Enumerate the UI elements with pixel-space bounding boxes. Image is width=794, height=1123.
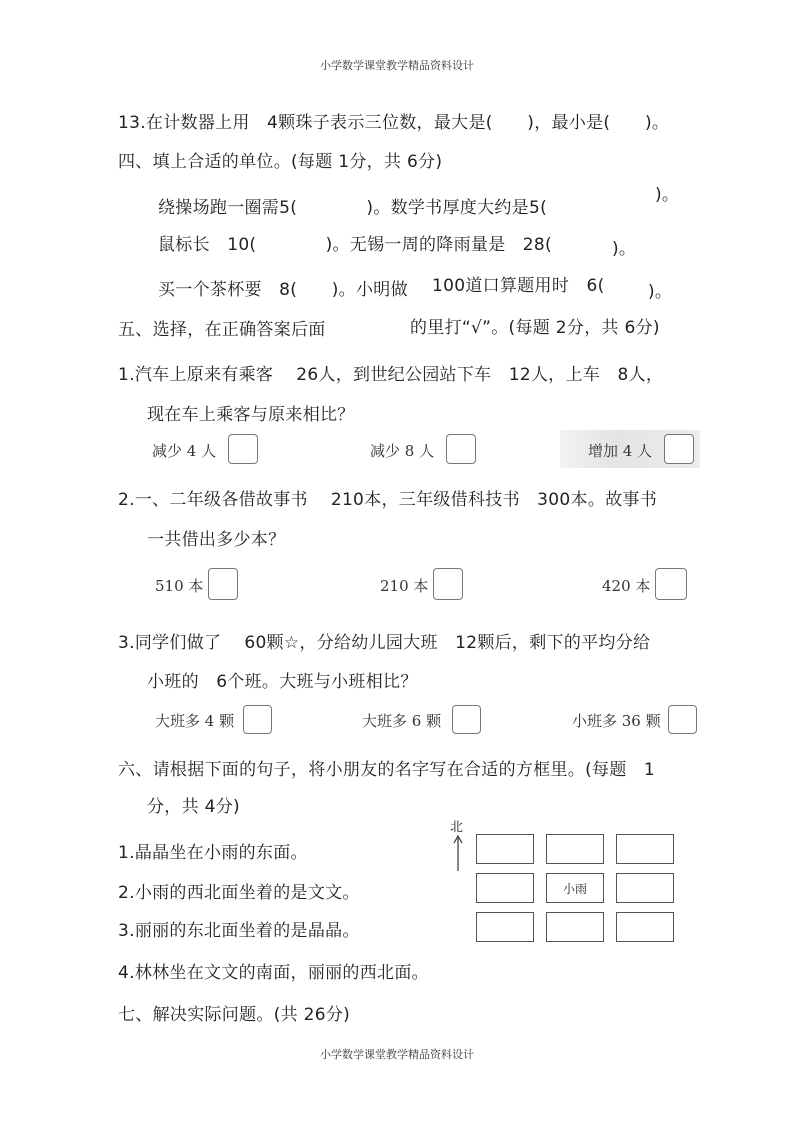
seat-box-bottom-left[interactable] xyxy=(476,912,534,942)
s5-q1-line2: 现在车上乘客与原来相比？ xyxy=(147,405,355,425)
page-header: 小学数学课堂教学精品资料设计 xyxy=(320,59,474,72)
s6-sentence-4: 4.林林坐在文文的南面，丽丽的西北面。 xyxy=(118,963,429,983)
seat-box-middle-right[interactable] xyxy=(616,873,674,903)
s6-sentence-1: 1.晶晶坐在小雨的东面。 xyxy=(118,843,308,863)
s5-q3-answer-box-3[interactable] xyxy=(668,705,697,734)
section-5-title-a: 五、选择，在正确答案后面 xyxy=(118,320,326,340)
seat-box-bottom-right[interactable] xyxy=(616,912,674,942)
s5-q2-option-2: 210 本 xyxy=(380,577,429,595)
north-arrow-icon xyxy=(452,834,464,872)
seat-box-middle-center xyxy=(546,873,604,903)
s5-q3-option-1: 大班多 4 颗 xyxy=(155,712,235,730)
seat-box-top-center[interactable] xyxy=(546,834,604,864)
section-7-title: 七、解决实际问题。(共 26分) xyxy=(118,1005,351,1025)
s5-q1-option-3: 增加 4 人 xyxy=(588,442,653,460)
section-6-title-line2: 分，共 4分) xyxy=(147,797,240,817)
section-4-line2: 鼠标长 10( )。无锡一周的降雨量是 28( xyxy=(158,235,552,255)
s6-sentence-2: 2.小雨的西北面坐着的是文文。 xyxy=(118,883,360,903)
s5-q1-answer-box-3[interactable] xyxy=(664,434,694,464)
seat-box-top-right[interactable] xyxy=(616,834,674,864)
s6-sentence-3: 3.丽丽的东北面坐着的是晶晶。 xyxy=(118,921,360,941)
s5-q2-answer-box-1[interactable] xyxy=(208,568,238,600)
s5-q1-answer-box-2[interactable] xyxy=(446,434,476,464)
s5-q3-option-2: 大班多 6 颗 xyxy=(362,712,442,730)
section-4-line2-end: )。 xyxy=(612,239,637,259)
s5-q1-answer-box-1[interactable] xyxy=(228,434,258,464)
section-4-line1: 绕操场跑一圈需5( )。数学书厚度大约是5( xyxy=(158,198,548,218)
s5-q2-line2: 一共借出多少本？ xyxy=(147,530,286,550)
seat-name-xiaoyu: 小雨 xyxy=(562,881,587,896)
s5-q1-line1: 1.汽车上原来有乘客 26人，到世纪公园站下车 12人，上车 8人， xyxy=(118,365,664,385)
seat-box-bottom-center[interactable] xyxy=(546,912,604,942)
s5-q2-option-3: 420 本 xyxy=(602,577,651,595)
seat-box-middle-left[interactable] xyxy=(476,873,534,903)
s5-q2-answer-box-2[interactable] xyxy=(433,568,463,600)
question-13: 13.在计数器上用 4颗珠子表示三位数，最大是( )，最小是( )。 xyxy=(118,113,670,133)
section-5-title-b: 的里打“√”。(每题 2分，共 6分) xyxy=(410,318,660,338)
s5-q3-line1: 3.同学们做了 60颗☆，分给幼儿园大班 12颗后，剩下的平均分给 xyxy=(118,633,651,653)
s5-q3-line2: 小班的 6个班。大班与小班相比？ xyxy=(147,672,418,692)
section-4-title: 四、填上合适的单位。(每题 1分，共 6分) xyxy=(118,152,443,172)
s5-q1-option-1: 减少 4 人 xyxy=(152,442,217,460)
seat-box-top-left[interactable] xyxy=(476,834,534,864)
section-6-title-line1: 六、请根据下面的句子，将小朋友的名字写在合适的方框里。(每题 1 xyxy=(118,760,656,780)
north-label: 北 xyxy=(450,820,464,835)
s5-q3-option-3: 小班多 36 颗 xyxy=(572,712,661,730)
page-footer: 小学数学课堂教学精品资料设计 xyxy=(320,1048,474,1061)
section-4-line3: 买一个茶杯要 8( )。小明做 xyxy=(158,280,408,300)
s5-q3-answer-box-2[interactable] xyxy=(452,705,481,734)
s5-q2-option-1: 510 本 xyxy=(155,577,204,595)
section-4-line1-end: )。 xyxy=(655,185,680,205)
s5-q2-answer-box-3[interactable] xyxy=(655,568,687,600)
section-4-line3-end: )。 xyxy=(648,282,673,302)
s5-q1-option-2: 减少 8 人 xyxy=(370,442,435,460)
s5-q2-line1: 2.一、二年级各借故事书 210本，三年级借科技书 300本。故事书 xyxy=(118,490,658,510)
s5-q3-answer-box-1[interactable] xyxy=(243,705,272,734)
section-4-line3-mid: 100道口算题用时 6( xyxy=(432,276,605,296)
